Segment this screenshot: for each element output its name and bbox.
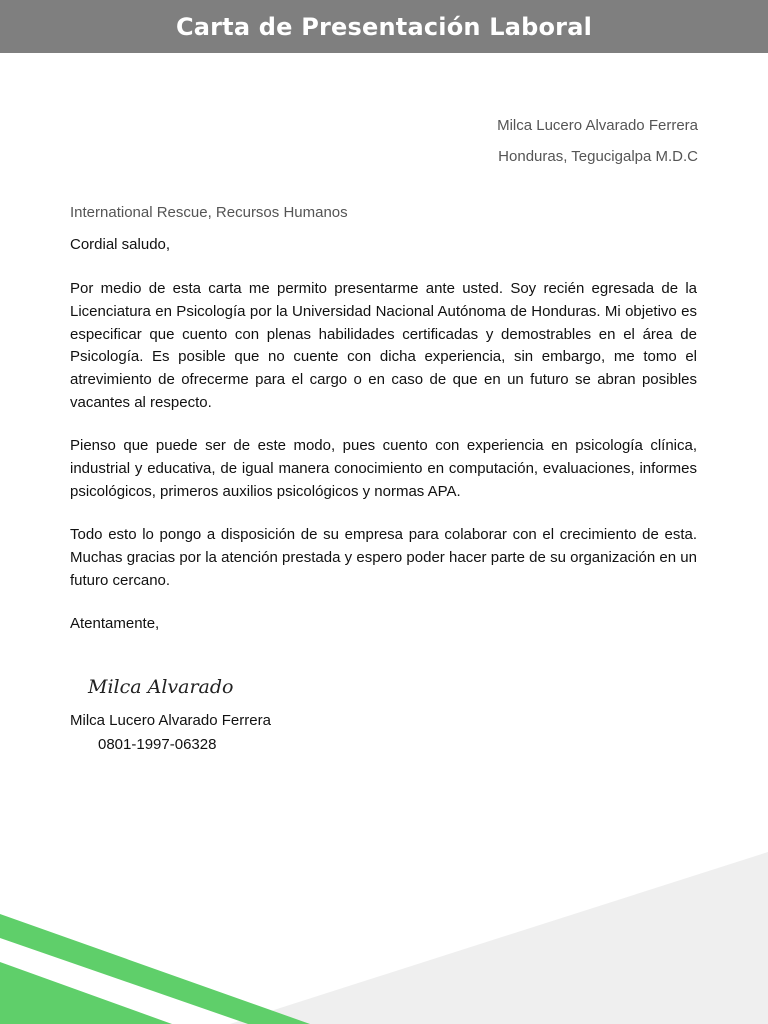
gray-decor-shape xyxy=(230,852,768,1024)
sender-location: Honduras, Tegucigalpa M.D.C xyxy=(498,148,698,165)
signature-id-number: 0801-1997-06328 xyxy=(98,736,217,753)
page-title: Carta de Presentación Laboral xyxy=(175,12,593,41)
handwritten-signature: Milca Alvarado xyxy=(88,676,234,698)
decorative-footer-shapes xyxy=(0,820,768,1024)
body-paragraph-1: Por medio de esta carta me permito presentarme ante usted. Soy recién egresada de la Licenciatura en Psicología por la Universidad Nacional Autónoma de Honduras. Mi objetivo es especificar que cuento con plenas habilidades certificadas y demostrables en el área de Psicología. Es posible que no cuente con dicha experiencia, sin embargo, me tomo el atrevimiento de ofrecerme para el cargo o en caso de que en un futuro se abran posibles vacantes al respecto. xyxy=(70,280,697,411)
signature-name: Milca Lucero Alvarado Ferrera xyxy=(70,712,271,729)
body-paragraph-3: Todo esto lo pongo a disposición de su empresa para colaborar con el crecimiento de esta. Muchas gracias por la atención prestada y espero poder hacer parte de su organización en un futuro cercano. xyxy=(70,526,697,589)
closing: Atentamente, xyxy=(70,615,160,632)
greeting: Cordial saludo, xyxy=(70,236,171,253)
sender-name: Milca Lucero Alvarado Ferrera xyxy=(497,117,698,134)
header-bar xyxy=(0,0,768,53)
recipient: International Rescue, Recursos Humanos xyxy=(70,204,348,221)
body-paragraph-2: Pienso que puede ser de este modo, pues cuento con experiencia en psicología clínica, industrial y educativa, de igual manera conocimiento en computación, evaluaciones, informes psicológicos, primeros auxilios psicológicos y normas APA. xyxy=(70,437,697,500)
